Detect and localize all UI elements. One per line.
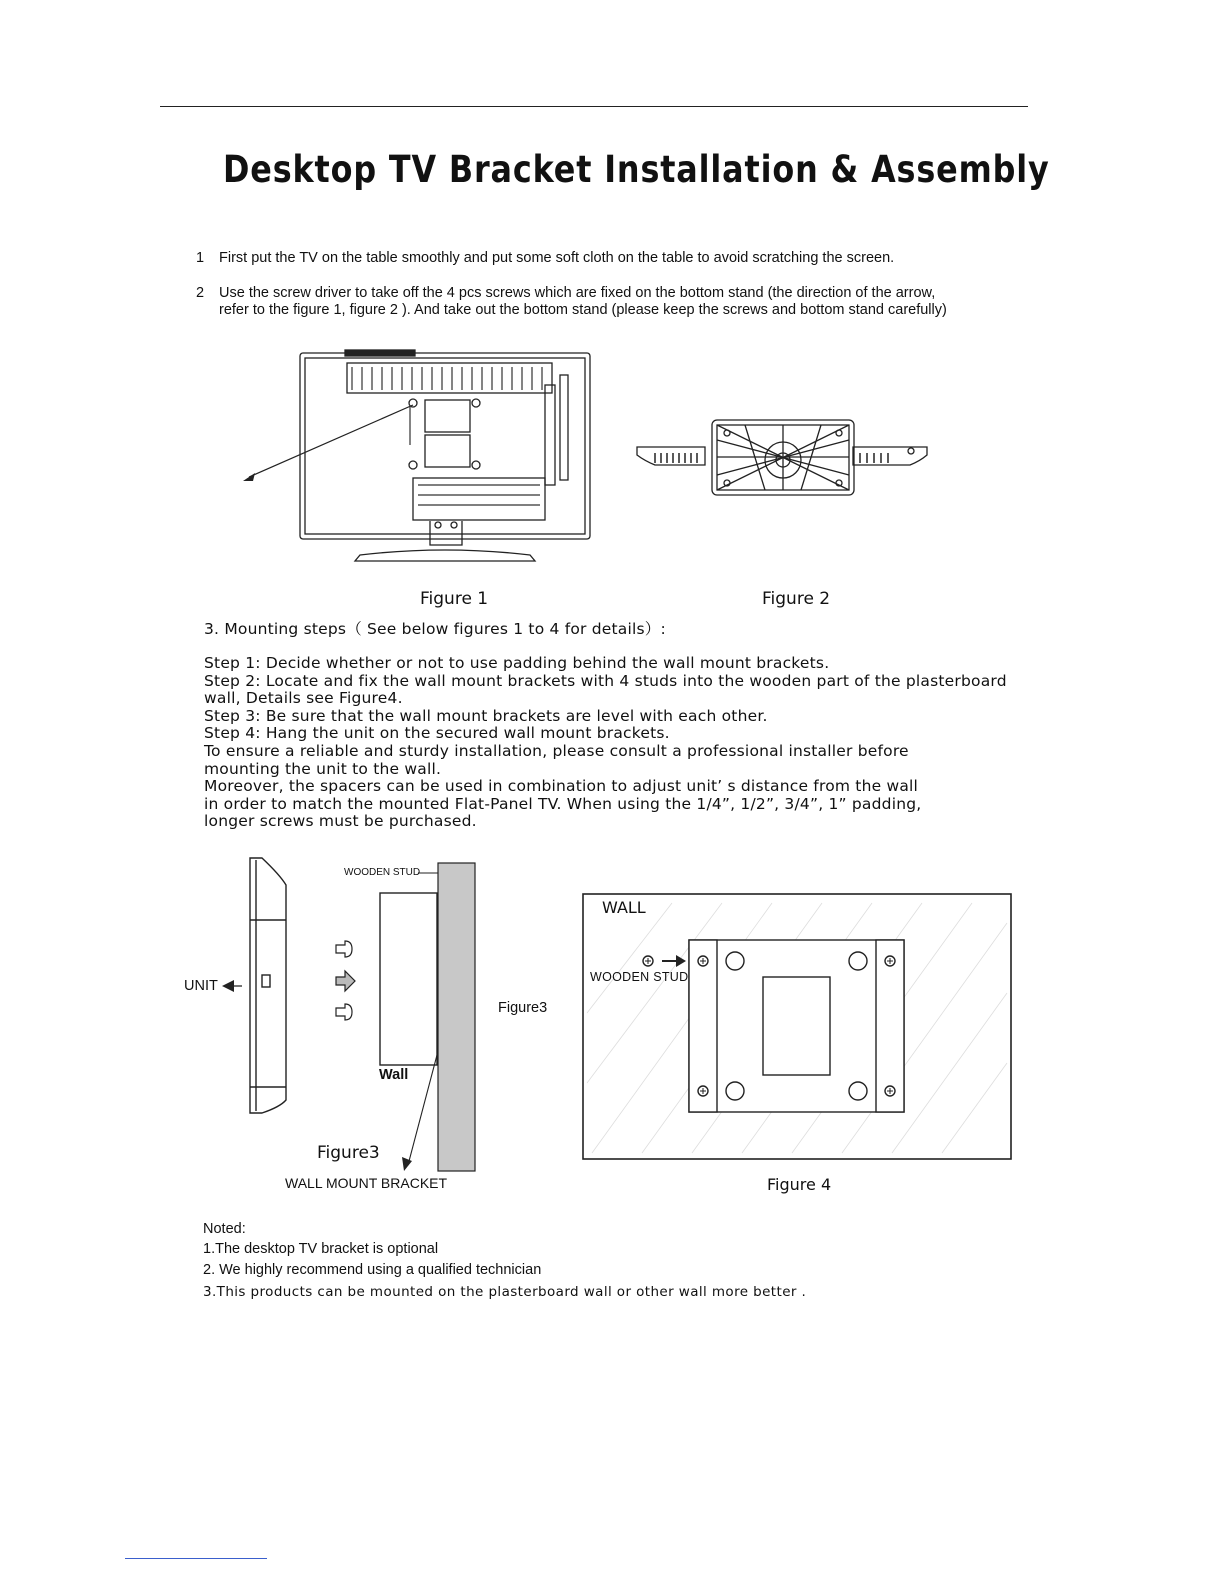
- wooden-stud-label: WOODEN STUD: [590, 970, 689, 984]
- mounting-line-9: in order to match the mounted Flat-Panel TV. When using the 1/4”, 1/2”, 3/4”, 1” padding,: [204, 794, 922, 813]
- mounting-line-3: wall, Details see Figure4.: [204, 689, 403, 708]
- figure1-tv-back-diagram: [235, 345, 595, 570]
- figure3-caption-right: Figure3: [498, 1000, 548, 1016]
- figure1-caption: Figure 1: [420, 589, 489, 609]
- unit-label: UNIT: [184, 978, 218, 994]
- mounting-line-6: To ensure a reliable and sturdy installation, please consult a professional installer before: [204, 742, 909, 760]
- wall-bold-label: Wall: [379, 1067, 409, 1083]
- figure4-caption: Figure 4: [767, 1175, 832, 1194]
- mounting-line-5: Step 4: Hang the unit on the secured wall mount brackets.: [204, 724, 670, 743]
- footer-link-rule: [125, 1558, 267, 1559]
- step-2-text-line1: Use the screw driver to take off the 4 pcs screws which are fixed on the bottom stand (the direction of the arrow,: [219, 285, 936, 301]
- note-1: 1.The desktop TV bracket is optional: [203, 1241, 439, 1257]
- mounting-line-1: Step 1: Decide whether or not to use padding behind the wall mount brackets.: [204, 654, 830, 672]
- mounting-line-8: Moreover, the spacers can be used in combination to adjust unit’ s distance from the wall: [204, 777, 919, 796]
- wooden-stud-small-label: WOODEN STUD: [344, 867, 421, 878]
- step-2-text-line2: refer to the figure 1, figure 2 ). And take out the bottom stand (please keep the screws and bottom stand carefully): [219, 302, 947, 318]
- step-1-text: First put the TV on the table smoothly and put some soft cloth on the table to avoid scratching the screen.: [219, 250, 895, 266]
- note-2: 2. We highly recommend using a qualified technician: [203, 1262, 542, 1278]
- figure2-caption: Figure 2: [762, 589, 831, 609]
- figure3-side-view-diagram: [180, 855, 500, 1175]
- mounting-line-7: mounting the unit to the wall.: [204, 759, 442, 778]
- figure3-caption-lower: Figure3: [317, 1143, 380, 1163]
- mounting-line-4: Step 3: Be sure that the wall mount brackets are level with each other.: [204, 706, 768, 725]
- figure4-wall-bracket-diagram: [582, 893, 1013, 1161]
- mounting-line-2: Step 2: Locate and fix the wall mount brackets with 4 studs into the wooden part of the plasterboard: [204, 671, 1007, 690]
- notes-heading: Noted:: [203, 1221, 246, 1237]
- wall-mount-bracket-label: WALL MOUNT BRACKET: [285, 1175, 448, 1191]
- note-3: 3.This products can be mounted on the plasterboard wall or other wall more better .: [203, 1284, 807, 1300]
- mounting-line-10: longer screws must be purchased.: [204, 812, 477, 831]
- wall-box-label: WALL: [602, 898, 646, 917]
- page-title: Desktop TV Bracket Installation & Assembly: [223, 148, 1050, 191]
- step-2-number: 2: [196, 285, 205, 301]
- mounting-heading: 3. Mounting steps（ See below figures 1 to 4 for details）:: [204, 620, 666, 638]
- figure2-bottom-stand-diagram: [635, 415, 935, 500]
- step-1-number: 1: [196, 250, 205, 266]
- header-rule: [160, 106, 1028, 107]
